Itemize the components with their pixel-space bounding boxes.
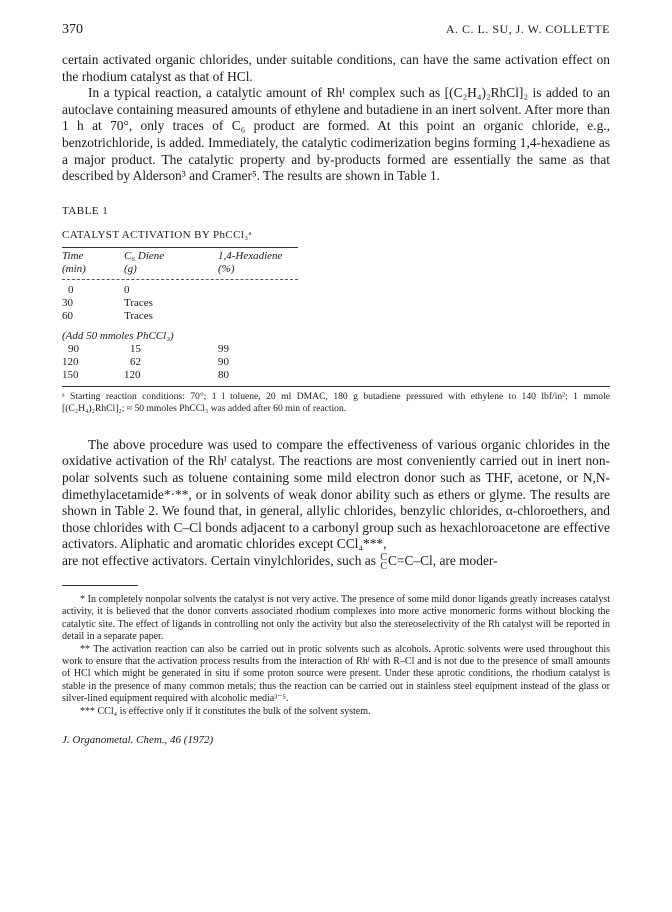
footnote-3: *** CCl₄ is effective only if it constitutes the bulk of the solvent system.: [80, 705, 371, 717]
paper-page: [62, 22, 610, 746]
table-title: CATALYST ACTIVATION BY PhCCl₃ᵃ: [62, 228, 252, 241]
table-add-note: (Add 50 mmoles PhCCl₃): [62, 329, 174, 342]
header-hexadiene-unit: (%): [218, 262, 235, 275]
footnote-rule: [62, 585, 138, 586]
paragraph-3: The above procedure was used to compare the effectiveness of various organic chlorides in the oxidative activation of the Rhᴵ catalyst. The reactions are most conveniently carried out in inert non-polar solvents such as toluene containing some mild electron donor such as THF, acetone, or N,N-dimethylacetamide*·**, or in solvents of weak donor ability such as ethers or glyme. The results are shown in Table 2. We found that, in general, allylic chlorides, benzylic chlorides, α-chloroethers, and those chlorides with C–Cl bonds adjacent to a carbonyl group such as hexachloroacetone are effective activators. Aliphatic and aromatic chlorides except CCl₄***,: [62, 436, 610, 552]
table-row: 60 Traces: [62, 309, 153, 322]
intro-text: [62, 52, 610, 185]
table-header-row: [62, 250, 298, 263]
header-time-unit: (min): [62, 262, 86, 275]
table-row: 150 120 80: [62, 368, 229, 381]
journal-citation: J. Organometal. Chem., 46 (1972): [62, 733, 214, 746]
table-row: 90 15 99: [68, 342, 229, 355]
table-footnote: ᵃ Starting reaction conditions: 70°; 1 l toluene, 20 ml DMAC, 180 g butadiene pressured with ethylene to 140 lbf/in²; 1 mmole [(C₂H₄)₂RhCl]₂; ≈ 50 mmoles PhCCl₃ was added after 60 min of reaction.: [62, 390, 610, 414]
table-header-units-row: [62, 263, 298, 276]
main-text: [62, 437, 610, 571]
page-number: 370: [62, 22, 83, 37]
footnote-1: * In completely nonpolar solvents the catalyst is not very active. The presence of some mild donor ligands greatly increases catalyst activity, it is believed that the donor converts associated rhodium complexes into more active monomeric forms without blocking the catalytic site. The effect of ligands in controlling not only the activity but also the stereoselectivity of the Rh catalyst will be reported in detail in a separate paper.: [62, 593, 610, 643]
header-hexadiene: 1,4-Hexadiene: [218, 249, 283, 262]
paragraph-2: In a typical reaction, a catalytic amount of Rhᴵ complex such as [(C₂H₄)₂RhCl]₂ is added to an autoclave containing measured amounts of ethylene and butadiene in an inert solvent. After more than 1 h at 70°, only traces of C₆ product are formed. At this point an organic chloride, e.g., benzotrichloride, is added. Immediately, the catalytic codimerization begins forming 1,4-hexadiene as a major product. The catalytic property and by-products formed are essentially the same as that described by Alderson³ and Cramer⁵. The results are shown in Table 1.: [62, 85, 610, 184]
table-row: 0 0: [68, 283, 130, 296]
header-c6-diene-unit: (g): [124, 262, 137, 275]
table-top-rule: [62, 247, 298, 248]
header-time: Time: [62, 249, 84, 262]
running-authors: A. C. L. SU, J. W. COLLETTE: [445, 22, 610, 36]
header-c6-diene: C₆ Diene: [124, 249, 165, 262]
paragraph-3-last-line: are not effective activators. Certain vinylchlorides, such as C CC=C–Cl, are moder-: [62, 551, 498, 572]
table-row: 30 Traces: [62, 296, 153, 309]
table-label: TABLE 1: [62, 204, 109, 217]
table-bottom-rule: [62, 386, 610, 387]
table-1: [62, 247, 298, 382]
paragraph-1: certain activated organic chlorides, under suitable conditions, can have the same activation effect on the rhodium catalyst as that of HCl.: [62, 52, 610, 84]
table-row: 120 62 90: [62, 355, 229, 368]
vinyl-chloride-formula: C C: [380, 551, 387, 572]
footnote-2: ** The activation reaction can also be carried out in protic solvents such as alcohols. Aprotic solvents were used throughout this work to ensure that the activation process results from the interaction of Rhᴵ with R–Cl and is not due to the presence of small amounts of HCl which might be generated in situ if some proton source were present. Under these aprotic conditions, the rhodium catalyst is stable in the presence of many common metals; thus the reaction can be carried out in stainless steel equipment instead of the glass or silver-lined equipment required with alcoholic media³⁻⁵.: [62, 643, 610, 705]
running-header: [62, 22, 610, 42]
